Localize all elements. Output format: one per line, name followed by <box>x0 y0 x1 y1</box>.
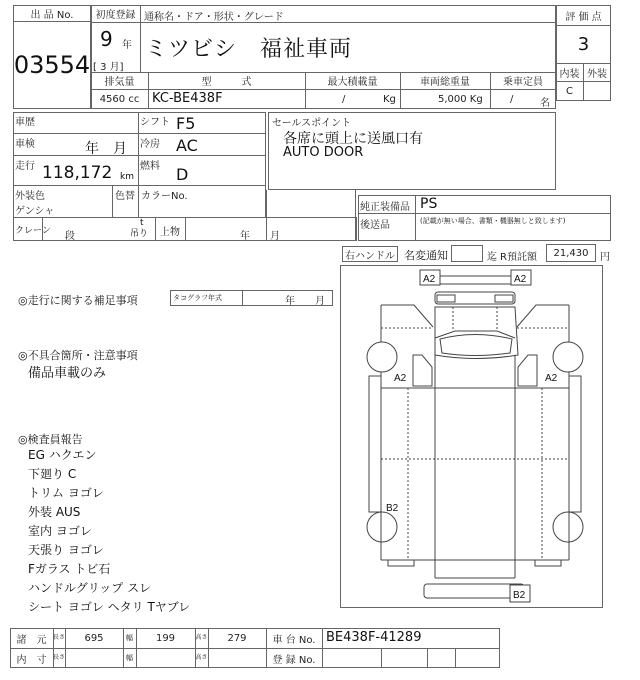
history-label: 車歴 <box>15 117 35 128</box>
lot-number-label: 出 品 No. <box>13 5 91 22</box>
max-load-unit: Kg <box>383 94 396 105</box>
damage-mark: B2 <box>513 590 526 601</box>
shift-label: シフト <box>140 117 170 128</box>
height-label: 高さ <box>195 634 208 641</box>
model-code: KC-BE438F <box>152 91 223 106</box>
displacement-label: 排気量 <box>104 77 135 88</box>
height-value: 279 <box>227 632 247 644</box>
capacity-unit: 名 <box>540 98 550 109</box>
crane-tons: t <box>140 218 144 228</box>
model-label: 型 式 <box>201 77 252 88</box>
recycle-amount: 21,430 <box>546 244 596 262</box>
name-change-label: 名変通知 <box>404 249 448 262</box>
first-registration-month: [ 3 月] <box>93 62 124 73</box>
tachograph-label: タコグラフ年式 <box>173 294 222 302</box>
mileage: 118,172 <box>42 163 113 183</box>
color: ゲンシャ <box>15 206 55 217</box>
inner-dimensions-label: 内 寸 <box>16 654 47 666</box>
shift: F5 <box>176 114 196 133</box>
color-change-label: 色替 <box>115 191 135 202</box>
rhd-badge: 右ハンドル <box>342 246 398 262</box>
fuel: D <box>176 165 189 184</box>
grade-score: 3 <box>577 34 590 55</box>
capacity: / <box>510 94 514 105</box>
inspector-line: 下廻り C <box>28 467 77 481</box>
crane-hoist: 吊り <box>130 229 149 239</box>
ac: AC <box>176 136 198 155</box>
inner-height-label: 高さ <box>195 654 208 661</box>
sales-point-label: セールスポイント <box>272 118 352 129</box>
blank-box <box>266 190 356 241</box>
defects-text: 備品車載のみ <box>28 366 107 381</box>
inspector-title: ◎検査員報告 <box>18 433 83 446</box>
gross-weight: 5,000 Kg <box>438 94 483 105</box>
interior-grade-label: 内装 <box>559 68 580 80</box>
grade-label: 評 価 点 <box>565 11 602 23</box>
capacity-label: 乗車定員 <box>503 77 543 88</box>
ac-label: 冷房 <box>140 139 160 150</box>
chassis-number-label: 車 台 No. <box>272 634 316 646</box>
chassis-number: BE438F-41289 <box>326 630 422 645</box>
body-date: 年 月 <box>240 231 280 242</box>
inspector-line: ハンドルグリップ スレ <box>28 581 152 595</box>
width-value: 199 <box>155 632 176 644</box>
length-label: 長さ <box>53 634 66 641</box>
damage-mark: A2 <box>545 373 558 384</box>
inspector-line: シート ヨゴレ ヘタリ Tヤブレ <box>28 600 191 614</box>
gross-weight-label: 車両総重量 <box>420 77 470 88</box>
body-label: 上物 <box>160 227 180 238</box>
max-load: / <box>342 94 346 105</box>
color-label: 外装色 <box>15 191 45 202</box>
displacement: 4560 cc <box>99 93 140 105</box>
lot-number: 03554 <box>13 51 91 79</box>
spec-label: 諸 元 <box>16 634 47 646</box>
crane-steps: 段 <box>65 231 75 242</box>
sales-point-line: AUTO DOOR <box>283 145 364 160</box>
inner-length-label: 長さ <box>53 654 66 661</box>
shaken-label: 車検 <box>15 139 35 150</box>
length-value: 695 <box>84 632 104 644</box>
registration-number-label: 登 録 No. <box>272 654 316 666</box>
name-label: 通称名・ドア・形状・グレード <box>144 12 284 23</box>
mileage-unit: km <box>120 172 134 182</box>
year-unit: 年 <box>122 40 132 51</box>
later-delivery-label: 後送品 <box>360 220 390 231</box>
width-label: 幅 <box>126 634 133 642</box>
inspector-line: Fガラス トビ石 <box>28 562 111 576</box>
color-number-label: カラーNo. <box>141 191 188 202</box>
defects-title: ◎不具合箇所・注意事項 <box>18 349 138 362</box>
yen-unit: 円 <box>600 252 610 263</box>
exterior-grade <box>583 81 611 101</box>
max-load-label: 最大積載量 <box>327 77 378 88</box>
driving-notes-title: ◎走行に関する補足事項 <box>18 294 138 307</box>
damage-mark: A2 <box>514 274 527 285</box>
interior-grade: C <box>566 85 573 97</box>
genuine-equipment-label: 純正装備品 <box>360 202 410 213</box>
vehicle-name: ミツビシ 福祉車両 <box>145 37 353 62</box>
inspector-line: 室内 ヨゴレ <box>28 524 92 538</box>
damage-mark: A2 <box>423 274 436 285</box>
damage-mark: B2 <box>386 503 399 514</box>
later-delivery-note: (記載が無い場合、書類・機器無しと致します) <box>420 217 566 225</box>
inspector-line: 天張り ヨゴレ <box>28 543 104 557</box>
mileage-label: 走行 <box>15 161 35 172</box>
first-registration-label: 初度登録 <box>95 10 136 21</box>
damage-mark: A2 <box>394 373 407 384</box>
shaken-value: 年 月 <box>85 141 127 157</box>
inspector-report <box>28 446 190 617</box>
genuine-equipment: PS <box>420 196 438 212</box>
recycle-label: R預託額 <box>500 252 537 263</box>
inspector-line: EG ハクエン <box>28 448 97 462</box>
first-registration-year: 9 <box>100 27 113 51</box>
vehicle-diagram <box>340 260 603 610</box>
fuel-label: 燃料 <box>140 161 160 172</box>
exterior-grade-label: 外装 <box>587 68 607 80</box>
inspector-line: トリム ヨゴレ <box>28 486 104 500</box>
inner-width-label: 幅 <box>126 654 133 662</box>
inspector-line: 外装 AUS <box>28 505 81 519</box>
recycle-prefix: 迄 <box>487 252 497 263</box>
sales-point-line: 各席に頭上に送風口有 <box>283 131 423 147</box>
crane-label: クレーン <box>15 226 51 236</box>
tachograph-value: 年 月 <box>285 296 325 307</box>
